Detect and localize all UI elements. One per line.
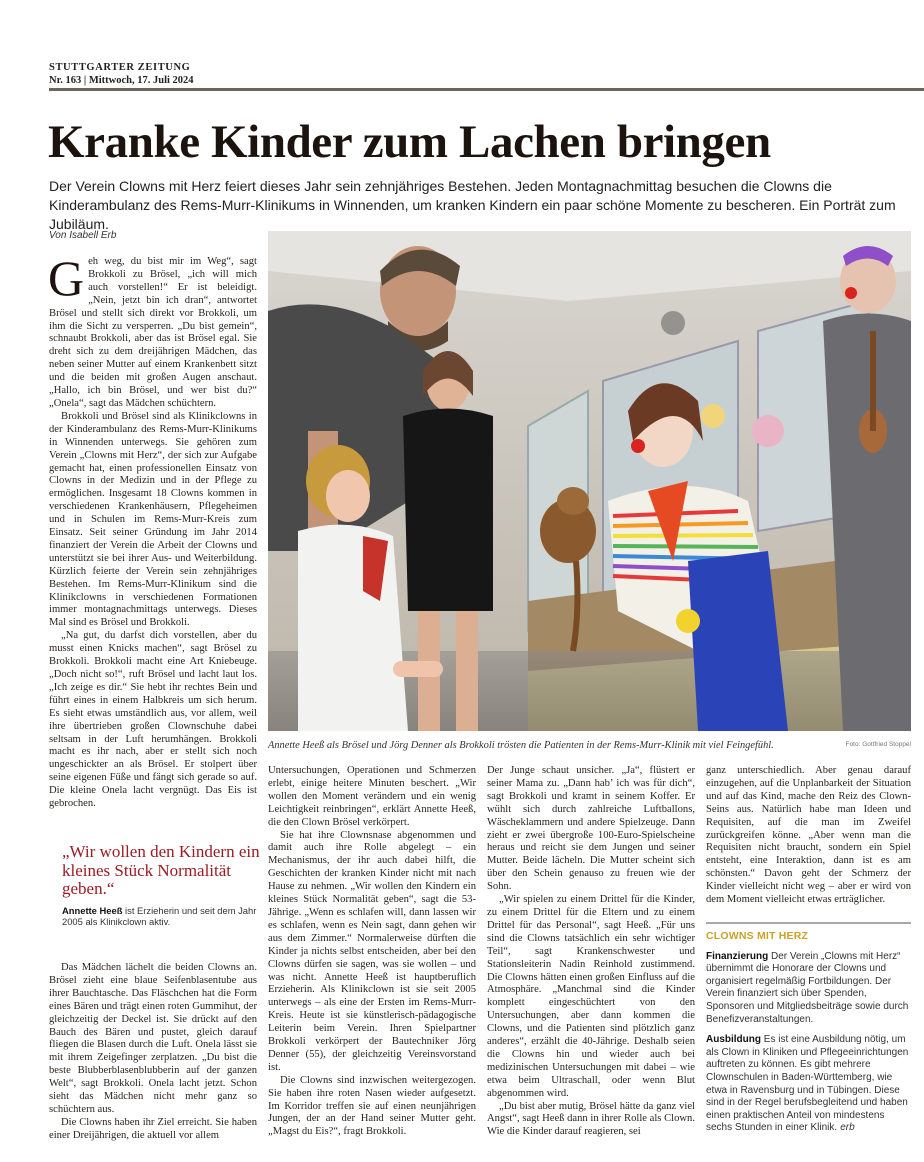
article-lead: Der Verein Clowns mit Herz feiert dieses Jahr sein zehnjähriges Bestehen. Jeden Montagnachmittag besuchen die Clowns die Kinderambulanz des Rems-Murr-Klinikums in Winnenden, um kranken Kindern ein paar schöne Momente zu bescheren. Ein Porträt zum Jubiläum. [49,178,896,232]
pull-quote-text: „Wir wollen den Kindern ein kleines Stück Normalität geben.“ [62,842,260,898]
paragraph: Die Clowns haben ihr Ziel erreicht. Sie haben einer Dreijährigen, die aktuell vor allem [49,1116,257,1141]
paragraph: Geh weg, du bist mir im Weg“, sagt Brokkoli zu Brösel, „ich will mich auch vorstellen!“ Er ist beleidigt. „Nein, jetzt bin ich dran“, antwortet Brösel und stellt sich direkt vor Brokkoli, um ihm die Sicht zu versperren. „Du bist gemein“, schnaubt Brokkoli, aber das ist Brösel egal. Sie dreht sich zu dem dreijährigen Mädchen, das neben seiner Mutter auf einem Krankenbett sitzt und die beiden mit großen Augen anschaut. „Hallo, ich bin Brösel, und wer bist du?“ „Onela“, sagt das Mädchen schüchtern. [48,250,257,409]
pull-quote-attribution [62,905,262,928]
column-4 [706,765,911,907]
column-1-continued [49,962,257,1143]
issue-info: Nr. 163 | Mittwoch, 17. Juli 2024 [49,75,194,86]
paragraph: Das Mädchen lächelt die beiden Clowns an. Brösel zieht eine blaue Seifenblasentube aus ihrer Bauchtasche. Das Fläschchen hat die Form eines Bären und trägt einen roten Gummihut, der gleichzeitig der Deckel ist. Sie drückt auf den Bauch des Bären und pustet, gleich darauf fliegen die Blasen durch die Luft. Onela lässt sie mit ihrem Zeigefinger zerplatzen. „Du bist die beste Blubberblasenblubberin auf der ganzen Welt“, sagt Brokkoli. Onela lacht jetzt. Schon sieht das Mädchen nicht mehr ganz so schüchtern aus. [49,962,257,1115]
paragraph: Die Clowns sind inzwischen weitergezogen. Sie haben ihre roten Nasen wieder aufgesetzt. Im Korridor treffen sie auf einen neunjährigen Jungen, der an der Hand seiner Mutter geht. „Magst du Eis?“, fragt Brokkoli. [268,1074,476,1138]
paragraph: „Du bist aber mutig, Brösel hätte da ganz viel Angst“, sagt Heeß dann in ihrer Rolle als Clown. Wie die Kinder darauf reagieren, sei [487,1100,695,1138]
drop-cap: G [48,250,85,306]
paragraph: „Wir spielen zu einem Drittel für die Kinder, zu einem Drittel für die Eltern und zu einem Drittel für das Personal“, sagt Heeß. „Für uns sind die Clowns tatsächlich ein sehr wichtiger Teil“, sagt Krankenschwester und Stationsleiterin Nadin Reinhold zustimmend. Die Clowns hätten einen großen Einfluss auf die Atmosphäre. „Manchmal sind die Kinder komplett eingeschüchtert von den Untersuchungen, aber dann kommen die Clowns, und die Patienten sind plötzlich ganz anderes“, erzählt die 40-Jährige. Deshalb seien die Clowns hin und wieder auch bei medizinischen Untersuchungen mit dabei – wie etwa beim Ultraschall, oder wenn Blut abgenommen wird. [487,894,695,1099]
masthead [49,61,924,87]
column-1 [48,250,257,811]
newspaper-name: STUTTGARTER ZEITUNG [49,62,191,73]
paragraph: Brokkoli und Brösel sind als Klinikclowns in der Kinderambulanz des Rems-Murr-Klinikums in Winnenden unterwegs. Sie gehören zum Verein „Clowns mit Herz“, der sich zur Aufgabe gemacht hat, einen professionellen Einsatz von Clowns in der Medizin und in der Pflege zu ermöglichen. Insgesamt 18 Clowns kommen in verschiedenen Krankenhäusern, Pflegeheimen und in Schulen im Rems-Murr-Kreis zum Einsatz. Seit seiner Gründung im Jahr 2014 finanziert der Verein die Arbeit der Clowns und unterstützt sie bei ihrer Aus- und Weiterbildung. Kürzlich feierte der Verein sein zehnjähriges Bestehen. Im Rems-Murr-Klinikum sind die Klinikclowns in verschiedenen Formationen immer montagnachmittags unterwegs. Dieses Mal sind es Brösel und Brokkoli. [49,410,257,629]
column-3 [487,765,695,1139]
pull-quote [62,843,262,928]
photo-caption: Annette Heeß als Brösel und Jörg Denner als Brokkoli trösten die Patienten in der Rems-Murr-Klinik mit viel Feingefühl. [268,740,774,751]
pull-quote-name: Annette Heeß [62,904,123,916]
column-2 [268,765,476,1139]
pull-quote-description: ist Erzieherin und seit dem Jahr 2005 als Klinikclown aktiv. [62,904,257,927]
author-signature: erb [840,1122,855,1134]
photo-clowns-with-children [268,231,911,731]
info-box-item-label: Finanzierung [706,950,769,962]
info-box [706,922,911,1143]
info-box-rule [706,922,911,924]
paragraph: Der Junge schaut unsicher. „Ja“, flüstert er seiner Mama zu. „Dann hab’ ich was für dich“, sagt Brokkoli und kramt in seinem Koffer. Er wühlt sich durch zahlreiche Luftballons, Wäscheklammern und andere Spielzeuge. Dann zieht er zwei übergroße 100-Euro-Spielscheine heraus und reicht sie dem Jungen und seiner Mutter. Beide lächeln. Die Mutter scheint sich über den Schein genauso zu freuen wie der Sohn. [487,765,695,893]
info-box-item-text: Der Verein „Clowns mit Herz“ übernimmt die Honorare der Clowns und organisiert regelmäßig Fortbildungen. Der Verein finanziert sich über Spenden, Sponsoren und Mitgliedsbeiträge sowie durch Benefizveranstaltungen. [706,950,909,1025]
photo-credit: Foto: Gottfried Stoppel [845,741,911,748]
paragraph: ganz unterschiedlich. Aber genau darauf einzugehen, auf die Unplanbarkeit der Situation und auf das Kind, mache den Reiz des Clown-Seins aus. Natürlich habe man Ideen und Requisiten, auf die man im Zweifel zurückgreifen könne. „Aber wenn man die Requisiten nicht braucht, sondern ein Spiel entsteht, eine Interaktion, dann ist es am schönsten.“ Davon geht der Schmerz der Kinder vielleicht nicht weg – aber er wird von dem Moment vielleicht etwas erträglicher. [706,765,911,906]
info-box-item [706,951,911,1027]
byline: Von Isabell Erb [49,230,117,241]
paragraph: Sie hat ihre Clownsnase abgenommen und damit auch ihre Rolle abgelegt – ein Mechanismus, der ihr auch dabei hilft, die Geschichten der kranken Kinder nicht mit nach Hause zu nehmen. „Wir wollen den Kindern ein kleines Stück Normalität geben“, sagt die 53-Jährige. „Wenn es schlafen will, dann lassen wir es schlafen, wenn es Nein sagt, dann gehen wir aus dem Zimmer.“ Normalerweise dürften die Kinder ja nichts selbst entscheiden, aber bei den Clowns dürfen sie sagen, was sie wollen – und was nicht. Annette Heeß ist hauptberuflich Erzieherin. Als Klinikclown ist sie seit 2005 unterwegs – als eine der Ersten im Rems-Murr-Kreis. Heute ist sie künstlerisch-pädagogische Leiterin beim Verein. Ihren Spielpartner Brokkoli verkörpert der Bautechniker Jörg Denner (55), der gleichzeitig Vereinsvorstand ist. [268,829,476,1073]
info-box-item [706,1034,911,1135]
article-headline: Kranke Kinder zum Lachen bringen [48,116,771,168]
paragraph: „Na gut, du darfst dich vorstellen, aber du musst einen Knicks machen“, sagt Brösel zu Brokkoli. Brokkoli macht eine Art Kniebeuge. „Doch nicht so!“, ruft Brösel und lacht laut los. „Ich zeige es dir.“ Sie hebt ihr rechtes Bein und führt eines in einem Halbkreis um sich herum. Es sieht etwas umständlich aus, vor allem, weil ihre übertrieben großen Clownschuhe dabei seltsam in der Luft herumhängen. Brokkoli macht es ihr nach, aber er stellt sich noch ungeschickter an als Brösel. Er stolpert über seine eigenen Füße und fängt sich gerade so auf. Die kleine Onela lacht vergnügt. Das Eis ist gebrochen. [49,630,257,810]
info-box-item-text: Es ist eine Ausbildung nötig, um als Clown in Kliniken und Pflegeeinrichtungen auftreten zu können. Es gibt mehrere Clownschulen in Baden-Württemberg, wie etwa in Ravensburg und in Tübingen. Diese sind in der Regel berufsbegleitend und haben einen praktischen Anteil von mindestens sechs Stunden in einer Klinik. [706,1034,909,1134]
paragraph: Untersuchungen, Operationen und Schmerzen erlebt, einige heitere Minuten beschert. „Wir wollen den Moment verändern und ein wenig Leichtigkeit reinbringen“, erklärt Annette Heeß, die den Clown Brösel verkörpert. [268,765,476,828]
article-photo [268,231,911,731]
info-box-title: CLOWNS MIT HERZ [706,930,809,942]
info-box-item-label: Ausbildung [706,1034,761,1046]
masthead-rule [49,88,924,91]
